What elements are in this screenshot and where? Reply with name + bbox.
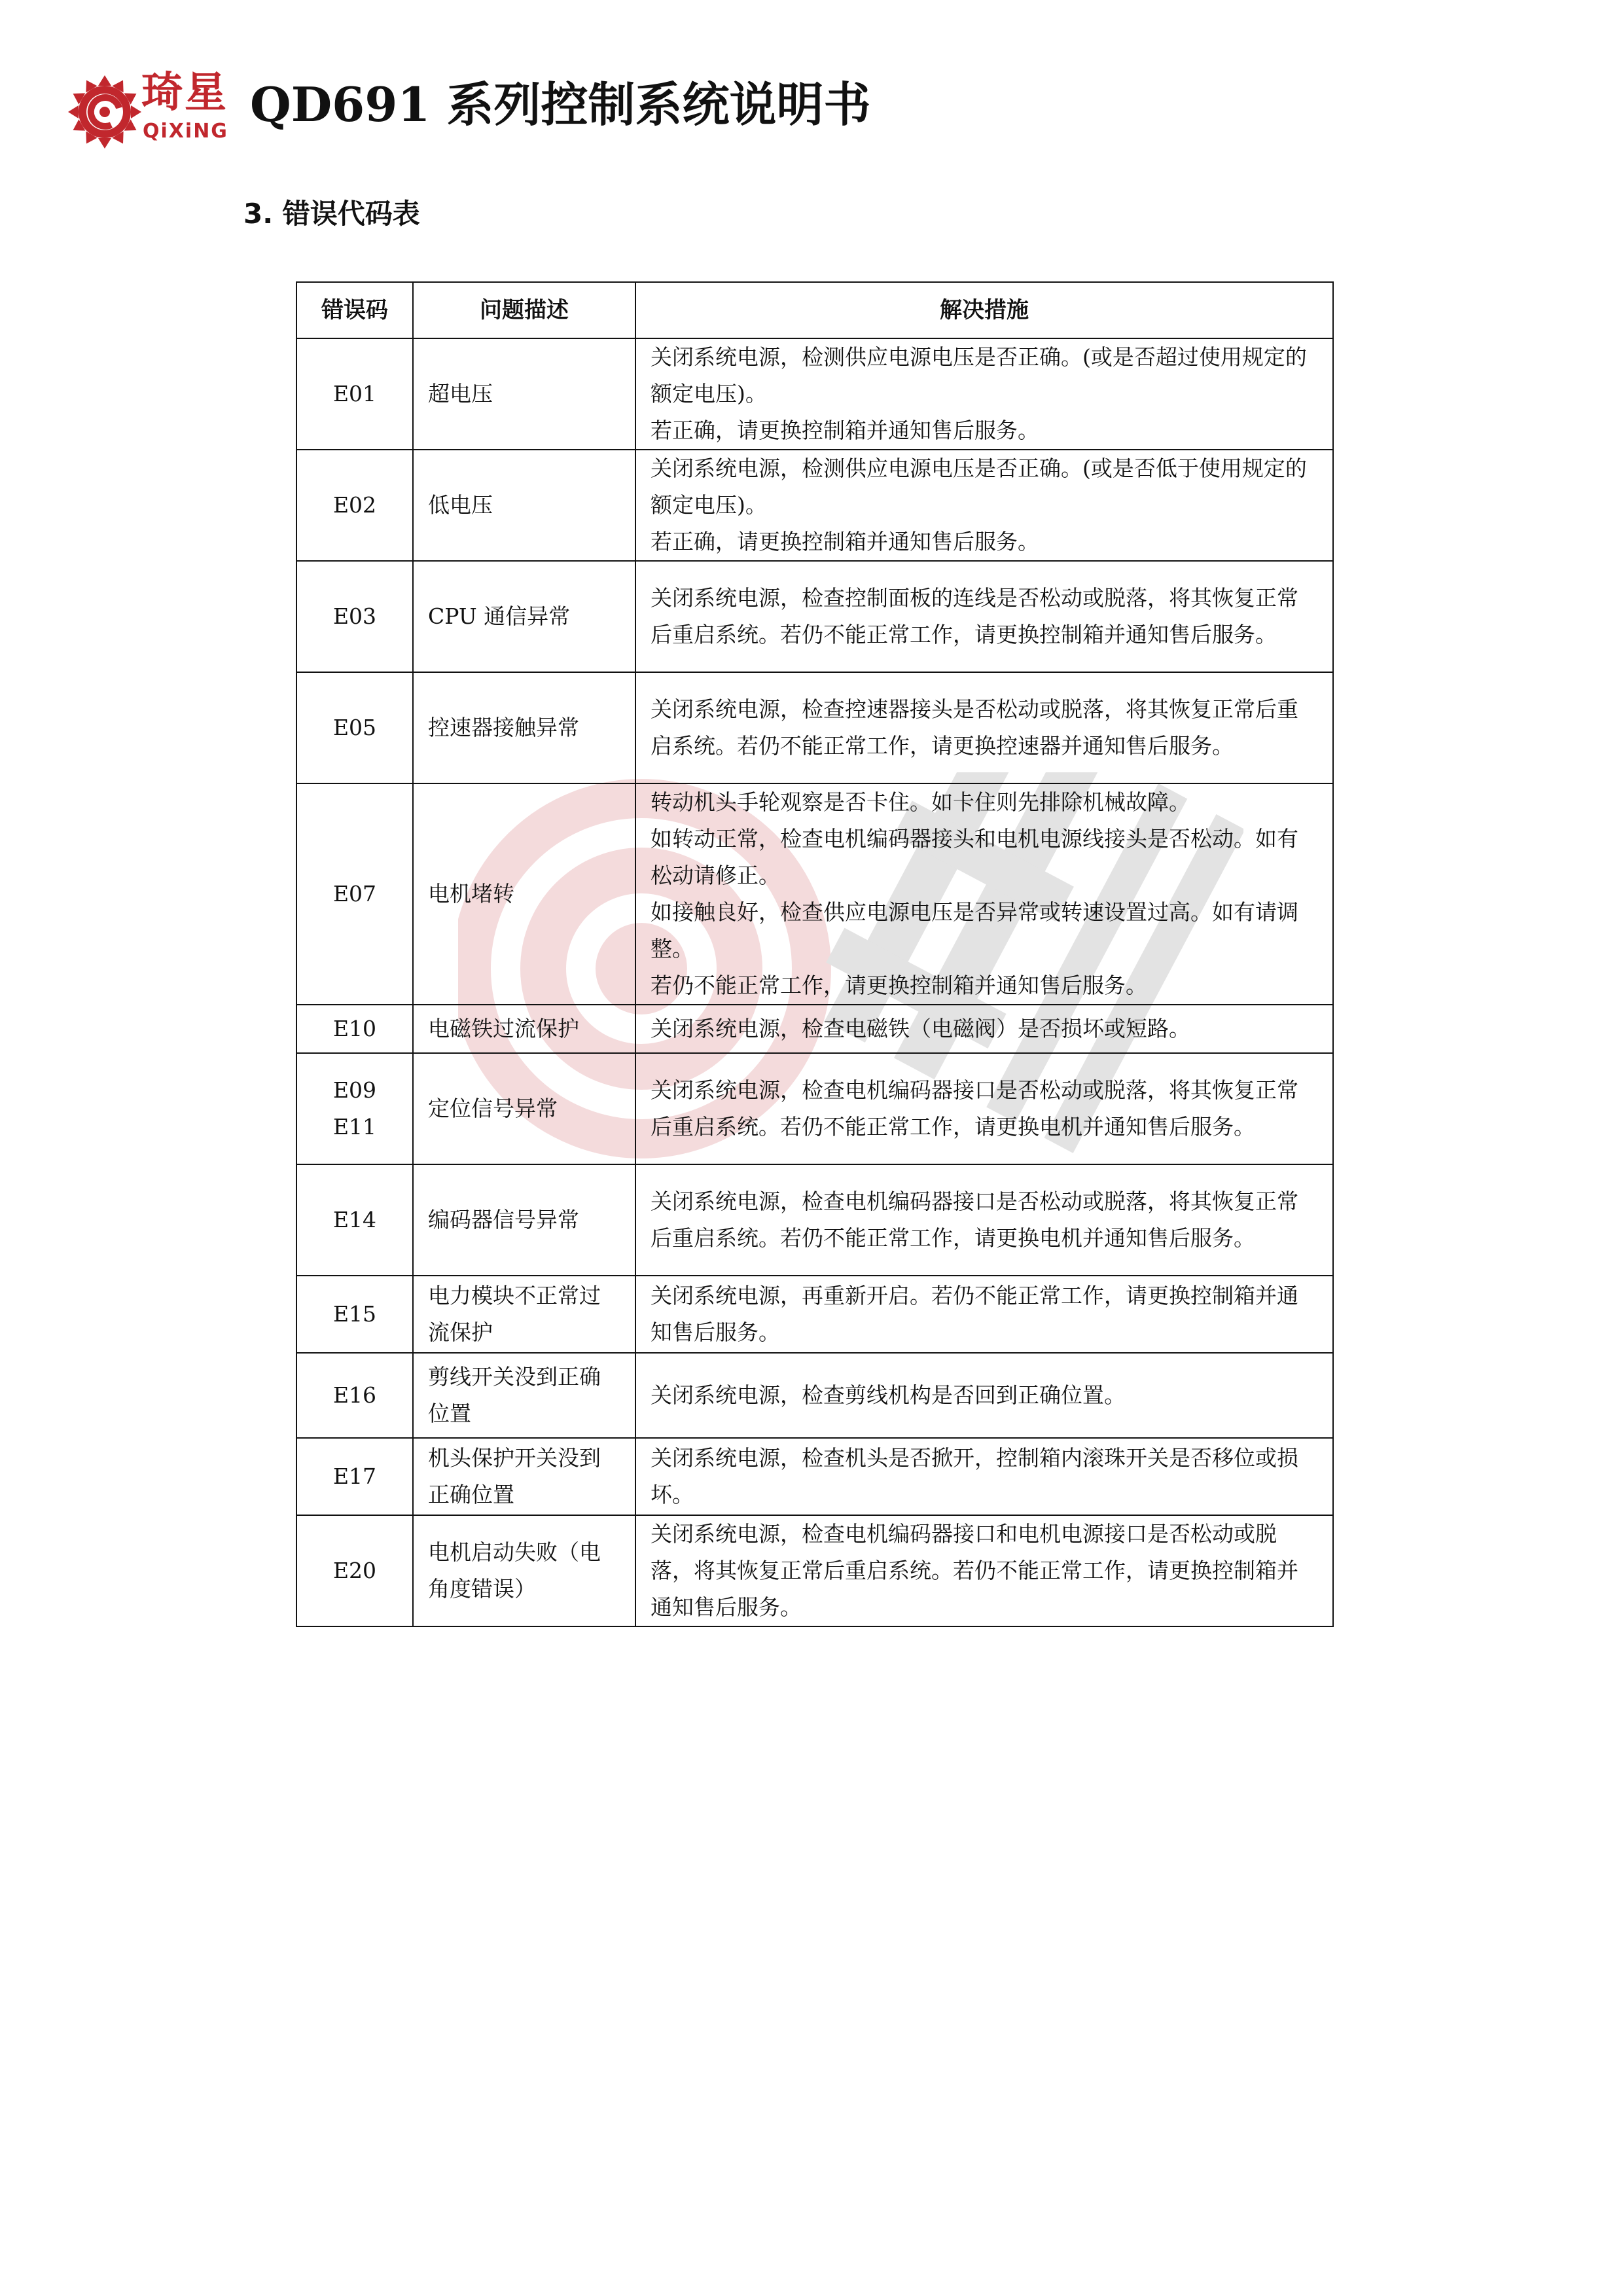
error-code-text: E15: [332, 1301, 377, 1327]
table-row: [296, 1164, 1333, 1276]
error-code-cell: [296, 1276, 413, 1353]
error-code-cell: [296, 338, 413, 450]
error-code-text: E02: [332, 492, 377, 518]
document-title: QD691 系列控制系统说明书: [250, 77, 871, 132]
problem-description-cell: 剪线开关没到正确位置: [413, 1353, 635, 1438]
table-row: [296, 338, 1333, 450]
problem-description-cell: 电磁铁过流保护: [413, 1005, 635, 1053]
problem-description-cell: 电力模块不正常过流保护: [413, 1276, 635, 1353]
solution-cell: [635, 1053, 1333, 1164]
error-code-cell: [296, 672, 413, 783]
solution-line: 关闭系统电源，检查机头是否掀开，控制箱内滚珠开关是否移位或损坏。: [651, 1445, 1298, 1507]
error-code-cell: [296, 450, 413, 561]
solution-cell: [635, 1164, 1333, 1276]
error-code-text: E20: [332, 1558, 377, 1583]
table-body: [296, 338, 1333, 1626]
brand-name-cn: 琦星: [141, 69, 228, 117]
error-code-text: E09: [332, 1077, 377, 1103]
solution-cell: [635, 338, 1333, 450]
section-heading: 3. 错误代码表: [243, 198, 420, 230]
solution-cell: [635, 1515, 1333, 1626]
error-code-cell: [296, 1005, 413, 1053]
error-code-cell: [296, 561, 413, 672]
problem-description-cell: 机头保护开关没到正确位置: [413, 1438, 635, 1515]
table-row: [296, 1438, 1333, 1515]
error-code-cell: [296, 1164, 413, 1276]
solution-line: 关闭系统电源，检查控制面板的连线是否松动或脱落，将其恢复正常后重启系统。若仍不能正常工作，请更换控制箱并通知售后服务。: [651, 585, 1298, 647]
table-row: [296, 1353, 1333, 1438]
table-row: [296, 1515, 1333, 1626]
solution-line: 若仍不能正常工作，请更换控制箱并通知售后服务。: [651, 973, 1147, 998]
error-code-cell: [296, 1353, 413, 1438]
solution-cell: [635, 672, 1333, 783]
error-code-text: E10: [332, 1016, 377, 1041]
solution-cell: [635, 1005, 1333, 1053]
problem-description-cell: 编码器信号异常: [413, 1164, 635, 1276]
error-code-text: E17: [332, 1463, 377, 1489]
table-row: [296, 1005, 1333, 1053]
solution-line: 关闭系统电源，检查控速器接头是否松动或脱落，将其恢复正常后重启系统。若仍不能正常工作，请更换控速器并通知售后服务。: [651, 696, 1298, 759]
table-row: [296, 561, 1333, 672]
column-header-problem: 问题描述: [413, 282, 635, 338]
solution-cell: [635, 1276, 1333, 1353]
problem-description-cell: 低电压: [413, 450, 635, 561]
error-code-table: [296, 281, 1334, 1627]
solution-line: 关闭系统电源，检测供应电源电压是否正确。(或是否低于使用规定的额定电压)。: [651, 456, 1307, 518]
solution-line: 若正确，请更换控制箱并通知售后服务。: [651, 418, 1039, 443]
solution-cell: [635, 450, 1333, 561]
problem-description-cell: 定位信号异常: [413, 1053, 635, 1164]
solution-cell: [635, 561, 1333, 672]
brand-name-en: QiXiNG: [143, 120, 228, 143]
table-row: [296, 450, 1333, 561]
solution-line: 如接触良好，检查供应电源电压是否异常或转速设置过高。如有请调整。: [651, 899, 1298, 961]
table-row: [296, 1276, 1333, 1353]
qixing-logo-icon: [63, 73, 147, 151]
solution-line: 如转动正常，检查电机编码器接头和电机电源线接头是否松动。如有松动请修正。: [651, 826, 1298, 888]
solution-line: 关闭系统电源，检查电机编码器接口是否松动或脱落，将其恢复正常后重启系统。若仍不能正常工作，请更换电机并通知售后服务。: [651, 1077, 1298, 1139]
column-header-code: 错误码: [296, 282, 413, 338]
problem-description-cell: 电机堵转: [413, 783, 635, 1005]
problem-description-cell: CPU 通信异常: [413, 561, 635, 672]
solution-cell: [635, 1438, 1333, 1515]
error-code-cell: [296, 783, 413, 1005]
error-code-text: E05: [332, 715, 377, 740]
problem-description-cell: 超电压: [413, 338, 635, 450]
error-code-cell: [296, 1438, 413, 1515]
solution-line: 关闭系统电源，检查电机编码器接口和电机电源接口是否松动或脱落，将其恢复正常后重启系统。若仍不能正常工作，请更换控制箱并通知售后服务。: [651, 1521, 1298, 1620]
solution-line: 若正确，请更换控制箱并通知售后服务。: [651, 529, 1039, 554]
error-code-text: E01: [332, 381, 377, 406]
solution-line: 转动机头手轮观察是否卡住。如卡住则先排除机械故障。: [651, 789, 1190, 815]
error-code-cell: [296, 1053, 413, 1164]
table-row: [296, 783, 1333, 1005]
solution-cell: [635, 783, 1333, 1005]
solution-line: 关闭系统电源，检查电磁铁（电磁阀）是否损坏或短路。: [651, 1016, 1190, 1041]
solution-line: 关闭系统电源，检测供应电源电压是否正确。(或是否超过使用规定的额定电压)。: [651, 344, 1307, 406]
error-code-text: E16: [332, 1382, 377, 1408]
error-code-text: E07: [332, 881, 377, 906]
error-code-text: E14: [332, 1207, 377, 1232]
table-row: [296, 1053, 1333, 1164]
problem-description-cell: 电机启动失败（电角度错误）: [413, 1515, 635, 1626]
column-header-solution: 解决措施: [635, 282, 1333, 338]
error-code-text: E11: [332, 1114, 377, 1139]
solution-line: 关闭系统电源，检查剪线机构是否回到正确位置。: [651, 1382, 1126, 1408]
table-header-row: [296, 282, 1333, 338]
solution-line: 关闭系统电源，再重新开启。若仍不能正常工作，请更换控制箱并通知售后服务。: [651, 1283, 1298, 1345]
error-code-text: E03: [332, 603, 377, 629]
table-row: [296, 672, 1333, 783]
solution-cell: [635, 1353, 1333, 1438]
problem-description-cell: 控速器接触异常: [413, 672, 635, 783]
solution-line: 关闭系统电源，检查电机编码器接口是否松动或脱落，将其恢复正常后重启系统。若仍不能正常工作，请更换电机并通知售后服务。: [651, 1189, 1298, 1251]
error-code-cell: [296, 1515, 413, 1626]
